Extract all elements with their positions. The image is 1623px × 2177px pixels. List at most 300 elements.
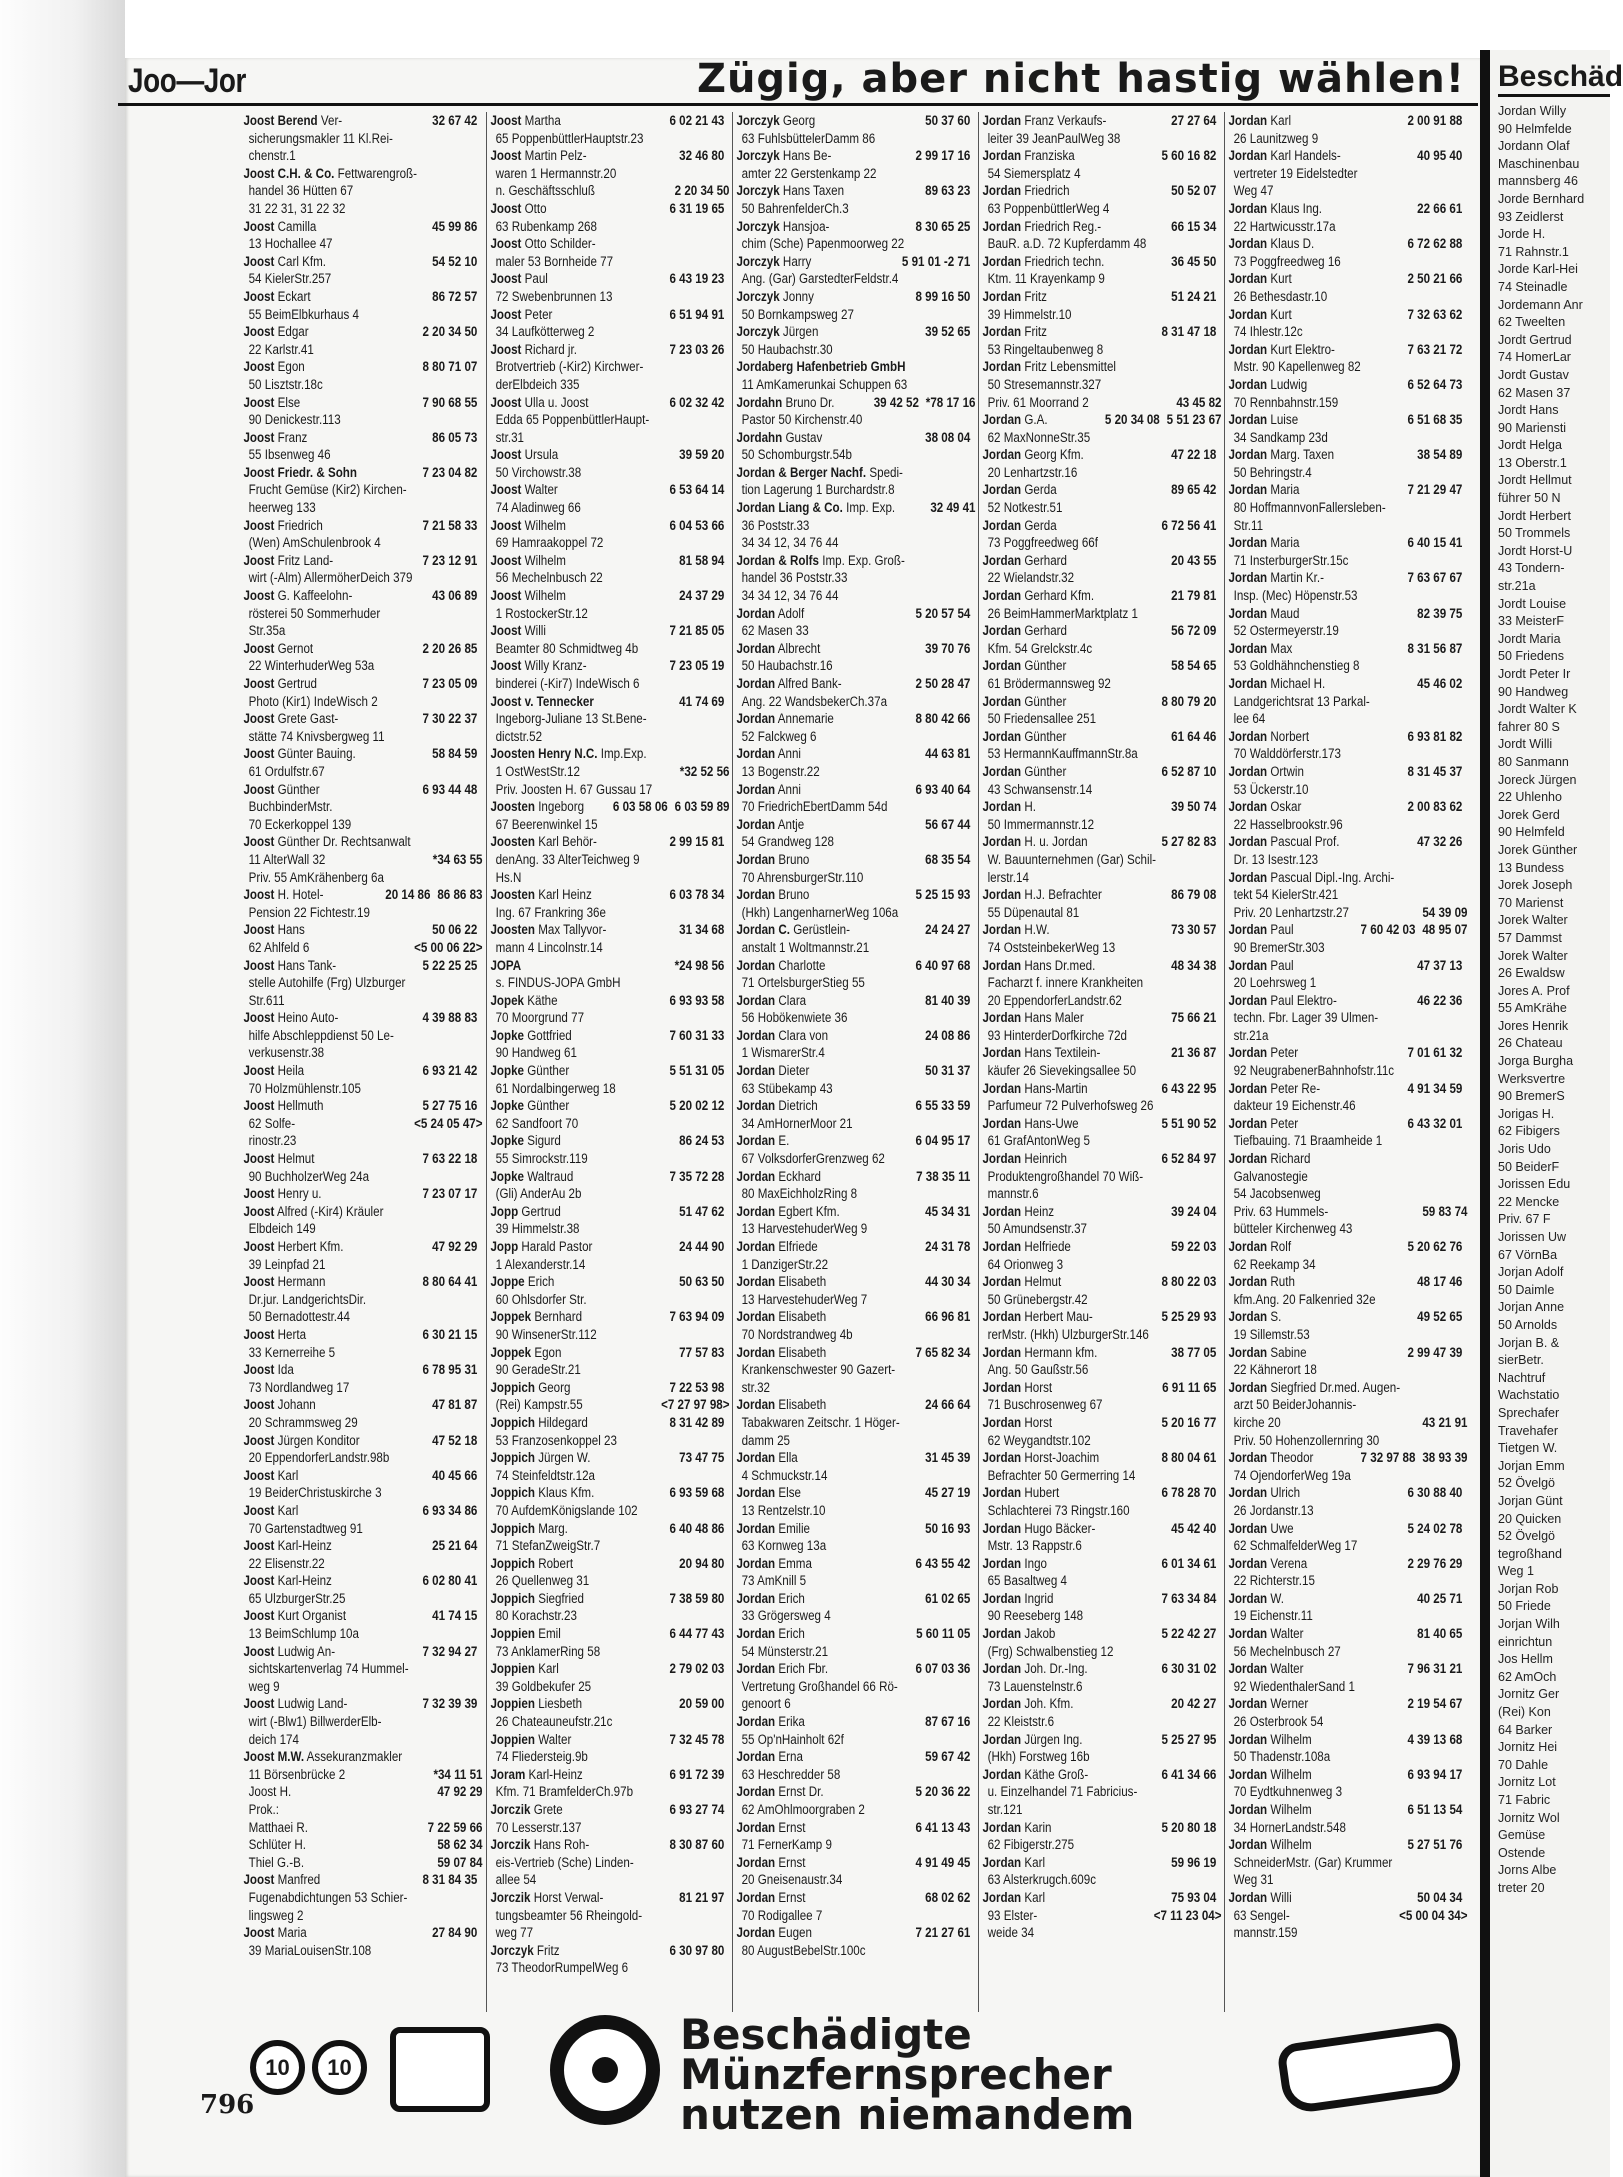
listing-entry: [733, 112, 977, 130]
entry-details: Luise: [1270, 412, 1299, 428]
listing-entry: [487, 1185, 736, 1203]
entry-details: Gerhard Kfm.: [1024, 588, 1095, 604]
surname: Joppien: [490, 1696, 535, 1712]
entry-details: 52 Ostermeyerstr.19: [1233, 623, 1339, 639]
entry-details: 52 Falckweg 6: [741, 728, 817, 744]
entry-details: Galvanostegie: [1233, 1168, 1308, 1184]
entry-details: Facharzt f. innere Krankheiten: [987, 975, 1144, 991]
surname: Jordan: [736, 1854, 776, 1870]
entry-details: Max: [1270, 640, 1293, 656]
phone-number: 7 38 35 11: [916, 1168, 971, 1184]
listing-entry: [1225, 1238, 1469, 1256]
surname: Joost: [243, 1467, 275, 1483]
listing-entry: [240, 253, 484, 271]
listing-entry: [240, 323, 484, 341]
entry-details: Alfred (-Kir4) Kräuler: [277, 1203, 384, 1219]
listing-entry: [1225, 376, 1469, 394]
entry-details: Richard: [1270, 1151, 1311, 1167]
surname: Jorczyk: [490, 1942, 534, 1958]
listing-entry: [487, 1871, 736, 1889]
listing-entry: [979, 1414, 1223, 1432]
surname: Joost: [490, 394, 522, 410]
listing-entry: [733, 851, 977, 869]
phone-number: 6 30 97 80: [669, 1942, 725, 1958]
phone-number: 86 05 73: [432, 429, 478, 445]
entry-details: Bruno: [778, 887, 810, 903]
surname: Jordan: [1228, 1080, 1268, 1096]
listing-entry: [240, 569, 489, 587]
listing-entry: [979, 1748, 1228, 1766]
listing-entry: [979, 816, 1228, 834]
entry-details: Ingrid: [1024, 1590, 1054, 1606]
phone-number: 81 21 97: [679, 1889, 725, 1905]
entry-details: 4 Schmuckstr.14: [741, 1467, 828, 1483]
listing-entry: [979, 763, 1223, 781]
entry-details: kirche 20: [1233, 1414, 1281, 1430]
neighbor-entry: Jorek Walter: [1498, 913, 1568, 928]
entry-details: 90 Reeseberg 148: [987, 1608, 1084, 1624]
listing-entry: [240, 763, 489, 781]
surname: Jordahn: [736, 394, 783, 410]
neighbor-entry: Jorigas H.: [1498, 1106, 1555, 1121]
neighbor-entry: 13 Oberstr.1: [1498, 455, 1567, 470]
phone-number: 68 35 54: [925, 851, 971, 867]
neighbor-entry: Gemüse: [1498, 1828, 1546, 1843]
listing-entry: [733, 1537, 982, 1555]
phone-number: 8 31 45 37: [1407, 763, 1463, 779]
entry-details: Imp. Exp.: [846, 500, 896, 516]
entry-details: 19 Eichenstr.11: [1233, 1608, 1313, 1624]
listing-entry: [979, 1660, 1223, 1678]
listing-entry: [733, 763, 982, 781]
entry-details: Erna: [778, 1749, 803, 1765]
entry-details: Karl Heinz: [538, 887, 592, 903]
entry-details: str.121: [987, 1802, 1023, 1817]
listing-entry: [733, 376, 982, 394]
entry-details: Fritz Lebensmittel: [1024, 359, 1117, 375]
phone-number: 43 45 82: [1176, 394, 1222, 410]
neighbor-entry: Jordt Hellmut: [1498, 473, 1572, 488]
entry-details: 56 Mechelnbusch 27: [1233, 1643, 1341, 1659]
surname: Jordan: [736, 1819, 776, 1835]
surname: Jordan: [1228, 1626, 1268, 1642]
entry-details: Ortwin: [1270, 763, 1304, 779]
entry-details: Else: [778, 1485, 801, 1501]
phone-number: 68 02 62: [925, 1889, 971, 1905]
listing-entry: [1225, 1132, 1474, 1150]
listing-entry: [1225, 1308, 1469, 1326]
listing-entry: [733, 693, 982, 711]
listing-entry: [1225, 904, 1474, 922]
entry-details: 61 GrafAntonWeg 5: [987, 1133, 1091, 1149]
entry-details: Hs.N: [495, 869, 522, 885]
neighbor-entry: 80 Sanmann: [1498, 754, 1569, 769]
listing-entry: [487, 1590, 731, 1608]
entry-details: Herbert Kfm.: [277, 1239, 344, 1254]
listing-entry: [487, 1537, 736, 1555]
entry-details: 90 GeradeStr.21: [495, 1362, 581, 1378]
entry-details: bütteler Kirchenweg 43: [1233, 1221, 1353, 1237]
entry-details: 1 DanzigerStr.22: [741, 1256, 829, 1272]
listing-entry: [979, 1080, 1223, 1098]
phone-number: 6 72 56 41: [1161, 517, 1217, 533]
phone-number: 24 44 90: [679, 1239, 725, 1254]
surname: Jordan: [736, 1485, 776, 1501]
surname: Joost: [490, 271, 522, 287]
phone-number: 7 63 21 72: [1407, 341, 1463, 357]
listing-entry: [487, 745, 731, 763]
entry-details: Karin: [1024, 1819, 1052, 1835]
listing-entry: [240, 112, 484, 130]
phone-number: 45 99 86: [432, 218, 478, 234]
entry-details: Horst-Joachim: [1024, 1450, 1100, 1466]
entry-details: 90 BremerStr.303: [1233, 939, 1325, 955]
listing-entry: [487, 323, 736, 341]
surname: Jordan: [736, 1168, 776, 1184]
phone-number: 4 39 13 68: [1407, 1731, 1463, 1747]
listing-entry: [487, 112, 731, 130]
listing-entry: [979, 218, 1223, 236]
phone-number: 6 43 19 23: [669, 271, 725, 287]
phone-number: 7 32 97 88: [1360, 1450, 1416, 1466]
entry-details: Harry: [782, 253, 812, 269]
phone-number: 66 96 81: [925, 1309, 971, 1325]
surname: Jordan: [982, 1731, 1022, 1747]
listing-entry: [240, 1256, 489, 1274]
entry-details: Oskar: [1270, 799, 1302, 815]
listing-entry: [240, 165, 484, 183]
entry-details: Erika: [778, 1714, 805, 1730]
entry-details: Emma: [778, 1555, 812, 1571]
entry-details: Schlachterei 73 Ringstr.160: [987, 1502, 1130, 1518]
listing-entry: [1225, 957, 1469, 975]
listing-entry: [487, 1449, 731, 1467]
entry-details: Emilie: [778, 1520, 811, 1536]
listing-entry: [240, 235, 489, 253]
phone-number: 7 35 72 28: [669, 1168, 725, 1184]
entry-details: 26 Osterbrook 54: [1233, 1714, 1324, 1730]
entry-details: Hans Maler: [1024, 1010, 1084, 1026]
listing-entry: [487, 587, 731, 605]
neighbor-entries: [1490, 103, 1610, 1898]
phone-number: 47 52 18: [432, 1432, 478, 1448]
entry-details: weg 9: [248, 1678, 280, 1694]
surname: Joost: [490, 658, 522, 674]
listing-entry: [240, 1062, 484, 1080]
entry-details: Ang. 50 Gaußstr.56: [987, 1362, 1089, 1378]
listing-entry: [733, 306, 982, 324]
phone-number: 66 15 34: [1171, 218, 1217, 234]
entry-details: 93 Elster-: [987, 1907, 1038, 1923]
listing-entry: [487, 358, 736, 376]
phone-number: 8 99 16 50: [915, 288, 971, 304]
entry-details: 55 Düpenautal 81: [987, 904, 1080, 920]
phone-number: 5 60 11 05: [916, 1626, 971, 1642]
surname: Joppe: [490, 1274, 525, 1290]
entry-details: Kurt Elektro-: [1270, 341, 1335, 357]
neighbor-entry: 43 Tondern-: [1498, 561, 1565, 576]
entry-details: 70 Lesserstr.137: [495, 1819, 582, 1835]
surname: Joost: [490, 552, 522, 568]
entry-details: 71 OrtelsburgerStieg 55: [741, 975, 865, 991]
surname: Joost Berend: [243, 113, 318, 128]
surname: Joost: [490, 306, 522, 322]
phone-number: 6 93 59 68: [669, 1485, 725, 1501]
phone-number: 6 43 22 95: [1161, 1080, 1217, 1096]
listing-entry: [733, 1361, 982, 1379]
listing-column-5: [1224, 112, 1470, 2012]
listing-entry: [979, 1907, 1228, 1925]
neighbor-entry: Jorjan Rob: [1498, 1581, 1559, 1596]
listing-entry: [487, 1783, 736, 1801]
listing-entry: [733, 1027, 977, 1045]
entry-details: Elisabeth: [778, 1309, 827, 1325]
phone-number: *34 11 51: [433, 1766, 483, 1782]
entry-details: 73 AmKnill 5: [741, 1573, 807, 1589]
listing-entry: [1225, 499, 1474, 517]
entry-details: amter 22 Gerstenkamp 22: [741, 165, 877, 181]
entry-details: Max Tallyvor-: [538, 922, 607, 938]
listing-entry: [487, 1256, 736, 1274]
neighbor-entry: 90 Handweg: [1498, 684, 1569, 699]
surname: Jordan: [1228, 1450, 1268, 1466]
listing-entry: [733, 1819, 977, 1837]
entry-details: Hans-Martin: [1024, 1080, 1088, 1096]
phone-number: 6 91 11 65: [1162, 1379, 1217, 1395]
entry-details: 73 TheodorRumpelWeg 6: [495, 1960, 629, 1976]
listing-entry: [487, 781, 736, 799]
phone-number: 58 62 34: [437, 1837, 483, 1853]
neighbor-entry: Priv. 67 F: [1498, 1212, 1551, 1227]
entry-details: Gertrud: [277, 676, 318, 691]
phone-number: 24 08 86: [925, 1027, 971, 1043]
entry-details: Frucht Gemüse (Kir2) Kirchen-: [248, 482, 407, 498]
phone-number: *78 17 16: [925, 394, 976, 410]
listing-entry: [1225, 1854, 1474, 1872]
surname: Jordan: [1228, 535, 1268, 551]
entry-details: maler 53 Bornheide 77: [495, 253, 614, 269]
entry-details: binderei (-Kir7) IndeWisch 6: [495, 676, 640, 691]
listing-entry: [487, 904, 736, 922]
phone-number: 5 20 57 54: [915, 605, 971, 621]
phone-number: 8 80 64 41: [422, 1274, 478, 1290]
entry-details: 39 Leinpfad 21: [248, 1256, 326, 1272]
surname: Joppich: [490, 1450, 535, 1466]
entry-details: Erich: [778, 1590, 805, 1606]
surname: Jordan: [736, 676, 776, 691]
listing-entry: [733, 657, 982, 675]
listing-entry: [733, 939, 982, 957]
neighbor-entry: Jorde Karl-Hei: [1498, 262, 1578, 277]
surname: Jordan: [1228, 376, 1268, 392]
listing-entry: [733, 1836, 982, 1854]
entry-details: 34 Laufkötterweg 2: [495, 324, 595, 340]
surname: Joost: [243, 324, 275, 340]
phone-number: 5 24 02 78: [1407, 1520, 1463, 1536]
entry-details: Paul Elektro-: [1270, 992, 1337, 1008]
phone-number: <5 00 06 22>: [414, 939, 483, 955]
listing-entry: [240, 1537, 484, 1555]
entry-details: 70 Gartenstadtweg 91: [248, 1520, 363, 1536]
listing-entry: [240, 1238, 484, 1256]
neighbor-entry: Werksvertre: [1498, 1071, 1566, 1086]
listing-entry: [733, 1168, 977, 1186]
entry-details: Günter Bauing.: [277, 746, 356, 762]
listing-entry: [733, 886, 977, 904]
surname: Jordan: [982, 887, 1022, 903]
listing-entry: [1225, 481, 1469, 499]
listing-entry: [733, 165, 982, 183]
listing-entry: [1225, 1449, 1469, 1467]
listing-entry: [733, 1432, 982, 1450]
entry-details: Annemarie: [777, 711, 834, 727]
neighbor-entry: Jorjan Adolf: [1498, 1265, 1564, 1280]
phone-number: 6 93 34 86: [422, 1502, 478, 1518]
phone-number: 77 57 83: [679, 1344, 725, 1360]
listing-entry: [1225, 306, 1469, 324]
neighbor-entry: führer 50 N: [1498, 491, 1561, 506]
listing-entry: [733, 1555, 977, 1573]
surname: Jordan C.: [736, 922, 790, 938]
entry-details: W. Bauunternehmen (Gar) Schil-: [987, 851, 1157, 867]
listing-entry: [979, 1502, 1228, 1520]
entry-details: Joh. Kfm.: [1024, 1696, 1074, 1712]
surname: Jordan: [1228, 676, 1268, 691]
entry-details: 62 Sandfoort 70: [495, 1115, 579, 1131]
neighbor-entry: str.21a: [1498, 579, 1536, 594]
phone-number: 6 78 28 70: [1161, 1485, 1217, 1501]
entry-details: 54 KielerStr.257: [248, 271, 332, 287]
listing-entry: [733, 728, 982, 746]
entry-details: Matthaei R.: [248, 1819, 308, 1835]
surname: Joppek: [490, 1309, 532, 1325]
phone-number: 7 30 22 37: [422, 711, 478, 727]
surname: Jopke: [490, 1063, 525, 1079]
entry-details: 34 AmHornerMoor 21: [741, 1115, 853, 1131]
entry-details: 20 Schrammsweg 29: [248, 1414, 358, 1430]
surname: Jordan: [1228, 482, 1268, 498]
entry-details: Elisabeth: [778, 1344, 827, 1360]
entry-details: 22 Kähnerort 18: [1233, 1362, 1317, 1378]
entry-details: Wilhelm: [1270, 1802, 1312, 1817]
surname: Jordan: [982, 1344, 1022, 1360]
surname: Jordan: [982, 324, 1022, 340]
entry-details: s. FINDUS-JOPA GmbH: [495, 975, 621, 991]
listing-entry: [240, 200, 489, 218]
listing-entry: [979, 1449, 1223, 1467]
surname: Jordan: [982, 1274, 1022, 1290]
entry-details: 62 Masen 33: [741, 623, 809, 639]
surname: Jordan: [982, 288, 1022, 304]
phone-number: 7 60 42 03: [1360, 922, 1416, 938]
listing-entry: [979, 605, 1228, 623]
phone-number: *24 98 56: [674, 957, 725, 973]
listing-entry: [1225, 200, 1469, 218]
neighbor-entry: 90 Helmfelde: [1498, 121, 1572, 136]
phone-number: 6 93 27 74: [669, 1802, 725, 1817]
listing-entry: [240, 1080, 489, 1098]
listing-entry: [240, 1009, 484, 1027]
entry-details: Karl Behör-: [538, 834, 597, 850]
listing-entry: [1225, 605, 1469, 623]
phone-number: 5 25 29 93: [1161, 1309, 1217, 1325]
entry-details: Karl: [1024, 1854, 1046, 1870]
phone-number: 32 46 80: [679, 148, 725, 164]
entry-details: 61 Nordalbingerweg 18: [495, 1080, 616, 1096]
phone-number: 20 43 55: [1171, 552, 1217, 568]
entry-details: 62 MaxNonneStr.35: [987, 429, 1091, 445]
listing-entry: [240, 798, 489, 816]
phone-number: 6 03 78 34: [669, 887, 725, 903]
entry-details: Horst: [1024, 1379, 1053, 1395]
entry-details: Käthe: [527, 992, 558, 1008]
neighbor-entry: tegroßhand: [1498, 1546, 1562, 1561]
surname: Jordan: [1228, 763, 1268, 779]
surname: Jordan: [982, 148, 1022, 164]
entry-details: 22 Elisenstr.22: [248, 1555, 325, 1571]
entry-details: Joost H.: [248, 1784, 292, 1800]
listing-entry: [240, 1766, 489, 1784]
phone-number: *34 63 55: [432, 851, 483, 867]
listing-entry: [733, 1132, 977, 1150]
surname: Jordan: [982, 1661, 1022, 1677]
phone-number: 4 39 88 83: [422, 1010, 478, 1026]
surname: Joost: [243, 1608, 275, 1624]
entry-details: Ang. 22 WandsbekerCh.37a: [741, 693, 888, 709]
entry-details: 50 Stresemannstr.327: [987, 376, 1102, 392]
surname: Jordan: [982, 693, 1022, 709]
entry-details: dictstr.52: [495, 728, 543, 744]
listing-entry: [733, 605, 977, 623]
entry-details: Tiefbauing. 71 Braamheide 1: [1233, 1133, 1383, 1149]
listing-entry: [240, 1220, 489, 1238]
listing-entry: [733, 1854, 977, 1872]
phone-number: 6 01 34 61: [1161, 1555, 1217, 1571]
entry-details: Kurt Organist: [277, 1608, 347, 1624]
entry-details: Mstr. 13 Rappstr.6: [987, 1538, 1082, 1554]
phone-number: 7 21 85 05: [669, 623, 725, 639]
surname: Joost: [243, 1432, 275, 1448]
neighbor-entry: Jordt Peter Ir: [1498, 667, 1571, 681]
entry-details: tungsbeamter 56 Rheingold-: [495, 1907, 643, 1923]
listing-entry: [1225, 1414, 1474, 1432]
listing-entry: [240, 147, 489, 165]
listing-entry: [1225, 1467, 1474, 1485]
listing-entry: [240, 1783, 489, 1801]
entry-details: 70 Nordstrandweg 4b: [741, 1326, 853, 1342]
entry-details: Günther: [277, 781, 320, 797]
listing-entry: [979, 341, 1228, 359]
entry-details: Maria: [277, 1925, 307, 1941]
phone-number: *32 52 56: [679, 763, 730, 779]
listing-entry: [240, 1379, 489, 1397]
listing-entry: [733, 499, 977, 517]
listing-entry: [1225, 1062, 1474, 1080]
entry-details: Jürgen Ing.: [1024, 1731, 1083, 1747]
phone-number: 7 23 03 26: [669, 341, 725, 357]
phone-number: 87 67 16: [925, 1714, 971, 1730]
listing-entry: [979, 939, 1228, 957]
entry-details: Ernst: [778, 1854, 806, 1870]
listing-entry: [733, 130, 982, 148]
entry-details: Sigurd: [527, 1133, 561, 1149]
listing-entry: [240, 640, 484, 658]
entry-details: Thiel G.-B.: [248, 1854, 305, 1870]
entry-details: 39 MariaLouisenStr.108: [248, 1942, 372, 1958]
listing-entry: [240, 816, 489, 834]
neighbor-entry: Jorissen Uw: [1498, 1230, 1567, 1244]
entry-details: Heinz: [1024, 1203, 1055, 1219]
